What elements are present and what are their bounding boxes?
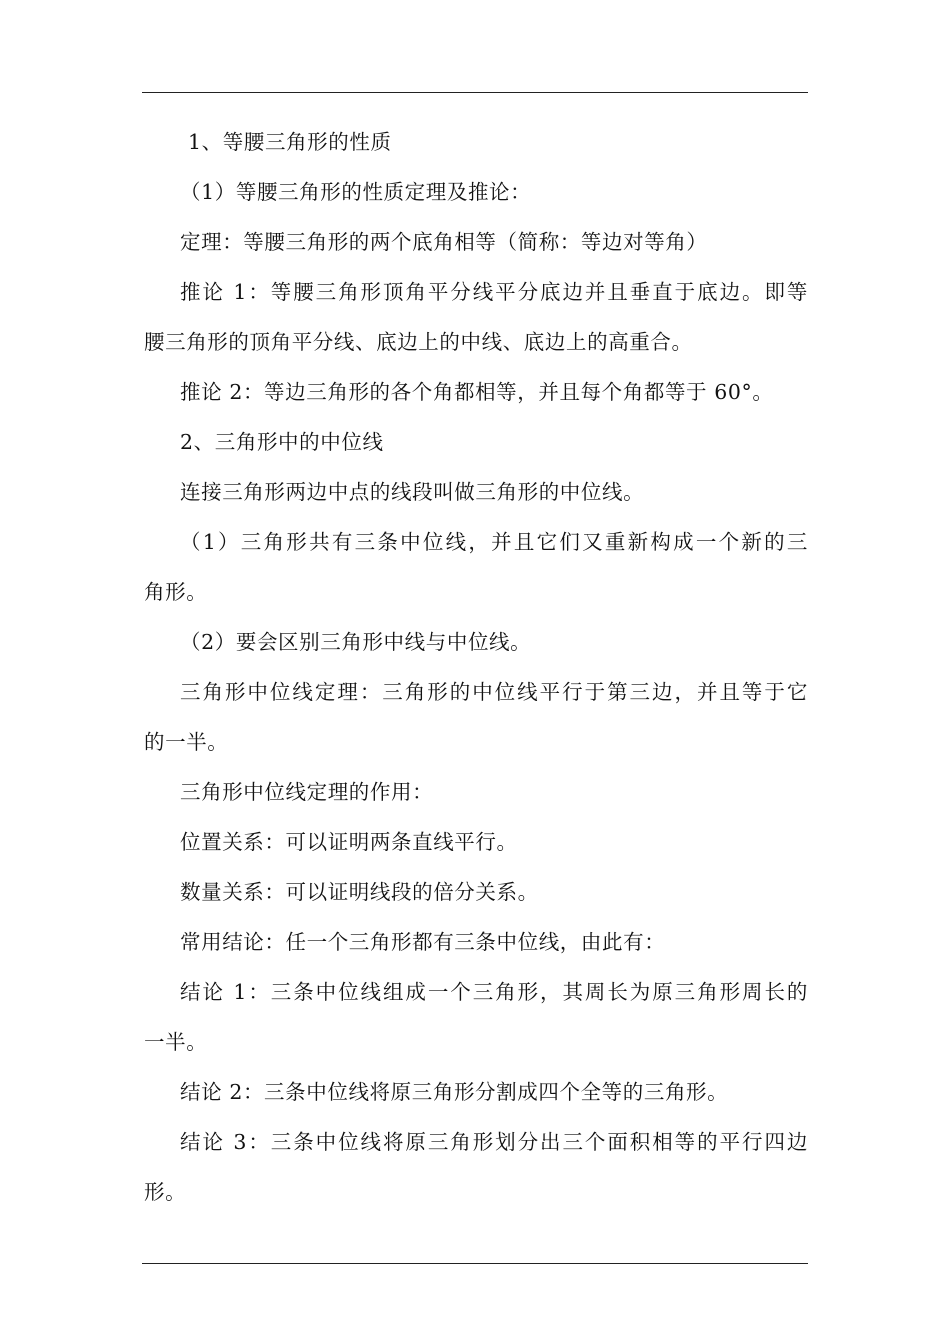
quantity-relation: 数量关系：可以证明线段的倍分关系。 <box>180 880 539 904</box>
conclusion-1-line-2: 一半。 <box>144 1030 208 1054</box>
midline-theorem-line-2: 的一半。 <box>144 730 229 754</box>
header-rule <box>142 92 808 93</box>
section-heading-1: 1、等腰三角形的性质 <box>188 130 392 154</box>
midline-definition: 连接三角形两边中点的线段叫做三角形的中位线。 <box>180 480 645 504</box>
corollary-2-line: 推论 2：等边三角形的各个角都相等，并且每个角都等于 60°。 <box>180 380 774 404</box>
position-relation: 位置关系：可以证明两条直线平行。 <box>180 830 518 854</box>
midline-point-1-line-1: （1）三角形共有三条中位线，并且它们又重新构成一个新的三 <box>180 530 808 554</box>
section-heading-2: 2、三角形中的中位线 <box>180 430 384 454</box>
conclusion-3-line-1: 结论 3：三条中位线将原三角形划分出三个面积相等的平行四边 <box>180 1130 808 1154</box>
footer-rule <box>142 1263 808 1264</box>
midline-theorem-line-1: 三角形中位线定理：三角形的中位线平行于第三边，并且等于它 <box>180 680 808 704</box>
theorem-line: 定理：等腰三角形的两个底角相等（简称：等边对等角） <box>180 230 708 254</box>
midline-point-1-line-2: 角形。 <box>144 580 208 604</box>
corollary-1-line-1: 推论 1：等腰三角形顶角平分线平分底边并且垂直于底边。即等 <box>180 280 808 304</box>
theorem-use-heading: 三角形中位线定理的作用： <box>180 780 434 804</box>
common-conclusions: 常用结论：任一个三角形都有三条中位线，由此有： <box>180 930 666 954</box>
conclusion-2: 结论 2：三条中位线将原三角形分割成四个全等的三角形。 <box>180 1080 729 1104</box>
conclusion-1-line-1: 结论 1：三条中位线组成一个三角形，其周长为原三角形周长的 <box>180 980 808 1004</box>
document-body <box>144 117 808 1217</box>
subsection-heading: （1）等腰三角形的性质定理及推论： <box>180 180 532 204</box>
conclusion-3-line-2: 形。 <box>144 1180 187 1204</box>
midline-point-2: （2）要会区别三角形中线与中位线。 <box>180 630 532 654</box>
corollary-1-line-2: 腰三角形的顶角平分线、底边上的中线、底边上的高重合。 <box>144 330 693 354</box>
